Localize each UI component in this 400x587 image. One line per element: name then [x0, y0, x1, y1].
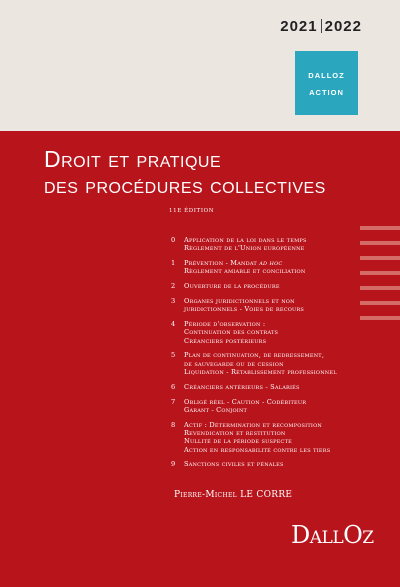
- toc-item-number: 3: [171, 296, 176, 305]
- edition-text: 11E ÉDITION: [169, 208, 215, 214]
- year-end: 2022: [324, 18, 362, 35]
- toc-item-number: 4: [171, 320, 176, 329]
- toc-item-line: Obligé réel - Caution - Codébiteur: [184, 397, 307, 406]
- table-of-contents: [171, 236, 371, 475]
- toc-item-line: Règlement amiable et conciliation: [184, 267, 306, 276]
- toc-item-line: Règlement de l'Union européenne: [184, 244, 305, 253]
- toc-item: [171, 236, 371, 253]
- title-line-1: Droit et pratique: [44, 146, 222, 172]
- toc-item-number: 5: [171, 351, 176, 360]
- toc-item-number: 9: [171, 460, 176, 469]
- badge-line-1: DALLOZ: [308, 71, 345, 80]
- toc-item: [171, 351, 371, 376]
- toc-item: [171, 259, 371, 276]
- toc-item-line: Nullité de la période suspecte: [184, 437, 292, 446]
- toc-item: [171, 282, 371, 290]
- year-separator: [321, 19, 322, 33]
- toc-item-line: Garant - Conjoint: [184, 405, 248, 414]
- toc-item-number: 7: [171, 397, 176, 406]
- toc-item: [171, 297, 371, 314]
- toc-item: [171, 421, 371, 454]
- toc-item-line: Action en responsabilité contre les tiers: [184, 445, 331, 454]
- toc-item-line: Période d'observation :: [184, 320, 266, 329]
- edition-years: [280, 18, 362, 35]
- toc-item: [171, 383, 371, 391]
- collection-badge: [295, 51, 358, 115]
- toc-item-line: Liquidation - Rétablissement professionnel: [184, 368, 337, 377]
- toc-item-line: Prévention - Mandat ad hoc: [184, 259, 283, 268]
- title-line-2: des procédures collectives: [44, 172, 326, 198]
- stripe: [360, 226, 400, 230]
- toc-item-line: Créanciers antérieurs - Salariés: [184, 382, 300, 391]
- badge-line-2: ACTION: [309, 88, 344, 97]
- book-title: [44, 146, 326, 198]
- toc-item-line: Continuation des contrats: [184, 328, 279, 337]
- toc-item-line: Plan de continuation, de redressement,: [184, 351, 325, 360]
- toc-item-line: Application de la loi dans le temps: [184, 236, 307, 244]
- toc-item-line: Organes juridictionnels et non: [184, 296, 295, 305]
- author-name: Pierre-Michel LE CORRE: [174, 490, 293, 500]
- toc-item: [171, 460, 371, 468]
- toc-item-number: 8: [171, 420, 176, 429]
- toc-item-number: 2: [171, 282, 176, 291]
- publisher-logo: DALLOZ: [291, 521, 374, 549]
- toc-item-line: Créanciers postérieurs: [184, 336, 267, 345]
- toc-item: [171, 398, 371, 415]
- toc-item-line: de sauvegarde ou de cession: [184, 359, 284, 368]
- toc-item-line: Ouverture de la procédure: [184, 282, 280, 291]
- toc-item-line: Actif : Détermination et recomposition: [184, 420, 322, 429]
- year-start: 2021: [280, 18, 318, 35]
- toc-item: [171, 320, 371, 345]
- toc-item-number: 6: [171, 382, 176, 391]
- toc-item-line: Sanctions civiles et pénales: [184, 460, 284, 469]
- toc-item-line: Revendication et restitution: [184, 429, 286, 438]
- edition-label: [169, 208, 214, 214]
- toc-item-number: 1: [171, 259, 176, 268]
- toc-item-line: juridictionnels - Voies de recours: [184, 305, 305, 314]
- toc-item-number: 0: [171, 236, 176, 244]
